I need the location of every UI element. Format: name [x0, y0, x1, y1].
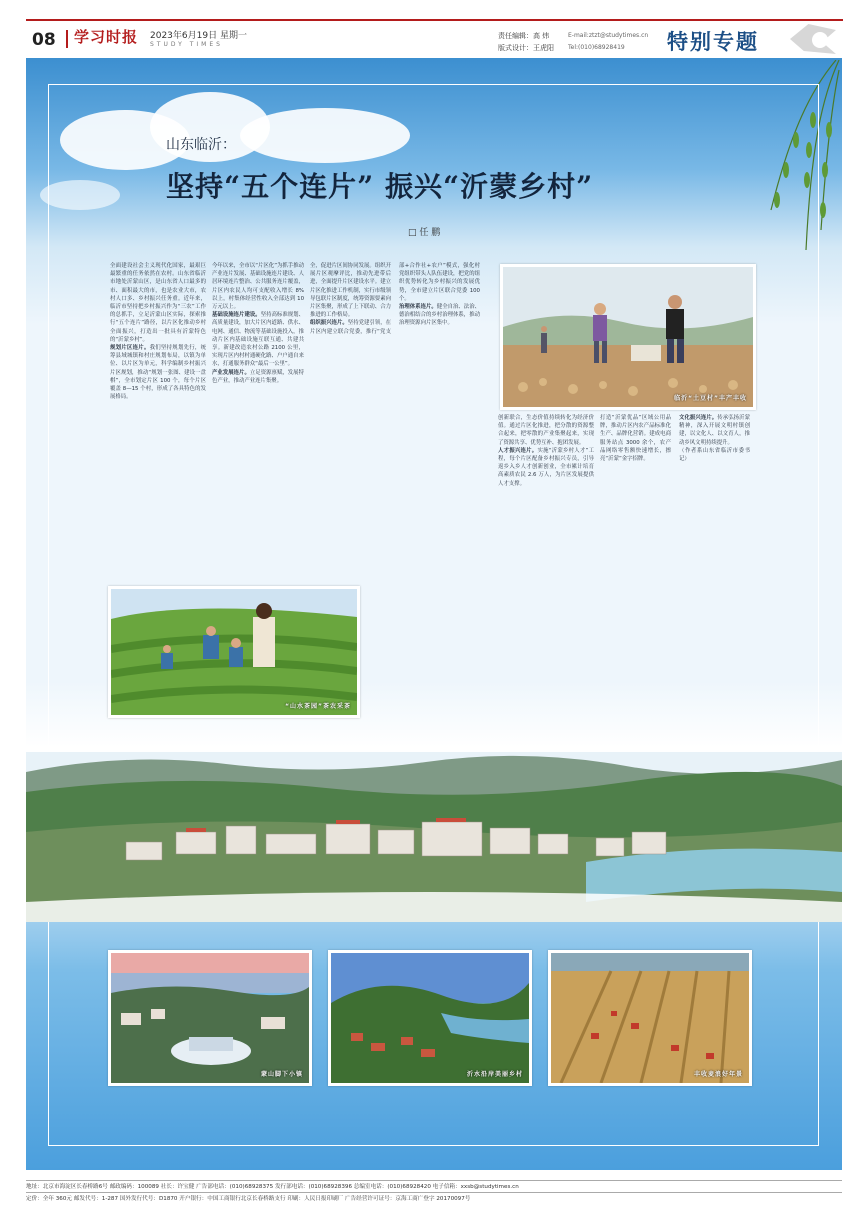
tea-garden-illustration — [111, 589, 357, 715]
paper-name-en: STUDY TIMES — [150, 41, 223, 48]
town-photo[interactable] — [108, 950, 312, 1086]
paragraph: 实施“沂蒙乡村人才”工程，每个片区配备乡村振兴专员，引导返乡入乡人才创新创业，全市累计培育高素质农民 2.6 万人，为片区发展提供人才支撑。 — [498, 447, 594, 487]
issue-date: 2023年6月19日 星期一 — [150, 31, 247, 41]
subheading: 组织振兴连片。 — [310, 320, 348, 327]
masthead — [0, 0, 865, 58]
subheading: 产业发展连片。 — [212, 369, 250, 376]
paragraph: 立足资源禀赋，发展特色产业，推动产业连片集聚。 — [212, 369, 304, 384]
page-number: 08 — [32, 30, 56, 50]
harvest-illustration — [503, 267, 753, 407]
tea-garden-photo[interactable] — [108, 586, 360, 718]
contact-email[interactable]: E-mail:ztzt@studytimes.cn — [568, 32, 649, 39]
article-kicker: 山东临沂： — [166, 137, 236, 153]
article-byline: □ 任 鹏 — [408, 228, 441, 238]
contact-tel: Tel:(010)68928419 — [568, 44, 625, 51]
paragraph: 今年以来，全市以“片区化”为抓手推动产业连片发展、基础设施连片建设、人居环境连片整治、公共服务连片覆盖，片区内农民人均可支配收入增长 8% 以上，村集体经营性收入全部达到 10 万元以上。 — [212, 263, 304, 311]
subheading: 文化振兴连片。 — [679, 415, 718, 421]
subheading: 规划片区连片。 — [110, 345, 150, 352]
paragraph: 传承弘扬沂蒙精神，深入开展文明村镇创建，以文化人、以文育人，推动乡风文明持续提升。 — [679, 415, 750, 446]
paragraph: 我们坚持规划先行，统筹县域城镇和村庄规划布局，以镇为单位、以片区为单元，科学编制乡村振兴片区规划，推动“规划一张图、建设一盘棋”，全市划定片区 100 个，每个片区覆盖 8—15 个村，形成了各具特色的发展格局。 — [110, 345, 206, 401]
section-title: 特别专题 — [667, 30, 759, 54]
page-footer — [26, 1180, 842, 1204]
paragraph: 全，促进片区间协同发展。组织开展片区观摩评比，推动先进带后进，全面提升片区建设水平。建立片区化推进工作机制，实行市级领导包联片区制度，统筹资源要素向片区集聚，形成了上下联动、合力推进的工作格局。 — [310, 263, 391, 319]
header-rule — [26, 19, 843, 21]
harvest-photo[interactable] — [500, 264, 756, 410]
wheat-field-illustration — [551, 953, 749, 1083]
article-column-2 — [212, 262, 304, 584]
article-column-5 — [600, 414, 750, 720]
village-illustration — [331, 953, 529, 1083]
paragraph: 全面建设社会主义现代化国家，最艰巨最繁重的任务依然在农村。山东省临沂市地处沂蒙山区，是山东省人口最多的市、面积最大的市，也是农业大市，农村人口多、乡村振兴任务重。近年来，临沂市坚持把乡村振兴作为“三农”工作的总抓手，立足沂蒙山区实际，探索推行“五个连片”路径，以片区化推动乡村全面振兴，打造出一批具有沂蒙特色的“沂蒙乡村”。 — [110, 263, 206, 343]
article-title: 坚持“五个连片” 振兴“沂蒙乡村” — [166, 170, 594, 203]
editor-name: 责任编辑：高 炜 — [498, 32, 550, 40]
subheading: 基础设施连片建设。 — [212, 312, 261, 319]
author-signature: （作者系山东省临沂市委书记） — [679, 447, 750, 463]
subheading: 治理体系连片。 — [399, 304, 437, 311]
editor-credits — [498, 30, 554, 54]
county-panorama[interactable] — [26, 752, 842, 922]
photo-caption: 蒙山脚下小镇 — [260, 1071, 303, 1078]
contact-info — [568, 30, 648, 54]
photo-caption: 临沂“土豆村”丰产丰收 — [674, 395, 747, 402]
paragraph: 坚持党建引领，在片区内建立联合党委，推行“党支部+合作社+农户”模式，强化村党组织带头人队伍建设，把党的组织优势转化为乡村振兴的发展优势，全市建立片区联合党委 100 个。 — [310, 263, 480, 335]
footer-line: 定价：全年 360元 邮发代号：1-287 国外发行代号：D1870 开户银行：中国工商银行北京长春桥路支行 印刷：人民日报印刷厂 广告经营许可证号：京海工商广登字 20170097号 — [26, 1192, 842, 1204]
section-circle-decoration — [812, 32, 828, 48]
photo-caption: 沂水沿岸美丽乡村 — [466, 1071, 523, 1078]
photo-caption: “山水茶园”茶农采茶 — [285, 703, 351, 710]
wheat-field-photo[interactable] — [548, 950, 752, 1086]
paragraph: 打造“沂蒙优品”区域公用品牌，推动片区内农产品标准化生产、品牌化营销。建成电商服务站点 3000 余个，农产品网络零售额快速增长，擦亮“沂蒙”金字招牌。 — [600, 415, 671, 463]
panorama-illustration — [26, 752, 842, 922]
photo-caption: 丰收麦浪好年景 — [693, 1071, 743, 1078]
footer-line: 地址：北京市海淀区长春桥路6号 邮政编码：100089 社长：许宝健 广告部电话：(010)68928375 发行部电话：(010)68928396 总编室电话：(010)68928420 电子信箱：xxsb@studytimes.cn — [26, 1180, 842, 1192]
paragraph: 健全自治、法治、德治相结合的乡村治理体系，推动治理资源向片区集中。 — [399, 304, 480, 327]
town-illustration — [111, 953, 309, 1083]
article-column-1 — [110, 262, 206, 584]
subheading: 人才振兴连片。 — [498, 447, 538, 454]
article-column-4 — [498, 414, 594, 720]
paragraph: 创新联合，生态价值持续转化为经济价值。通过片区化推进，把分散的资源整合起来，把零散的产业集聚起来，实现了资源共享、优势互补、抱团发展。 — [498, 415, 594, 446]
paragraph: 坚持高标准规划、高质量建设，加大片区内道路、供水、电网、通信、物流等基础设施投入，推动片区内基础设施互联互通、共建共享。新建改造农村公路 2100 公里，实现片区内村村通硬化路、户户通自来水，打通服务群众“最后一公里”。 — [212, 312, 304, 368]
header-divider — [66, 30, 68, 48]
village-photo[interactable] — [328, 950, 532, 1086]
designer-name: 版式设计：王虎阳 — [498, 44, 554, 52]
paper-logo[interactable]: 学习时报 — [74, 28, 139, 46]
